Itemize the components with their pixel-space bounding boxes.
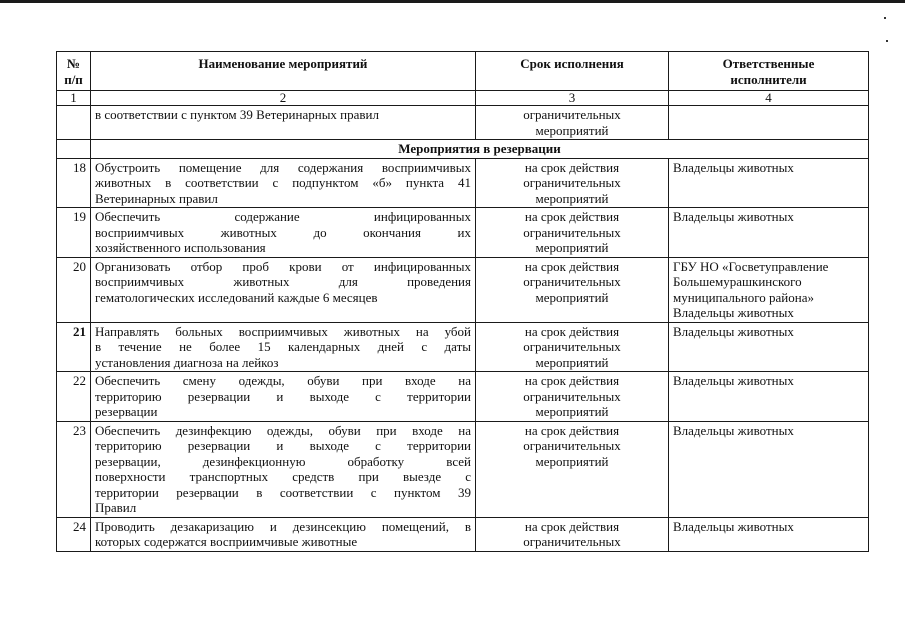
measure-name: Проводить дезакаризацию и дезинсекцию помещений, в которых содержатся восприимчивые животные [91, 517, 476, 551]
table-row [57, 322, 869, 372]
measure-responsible: Владельцы животных [669, 372, 869, 422]
scan-speck [886, 40, 888, 42]
section-row [57, 140, 869, 159]
measure-term: ограничительных мероприятий [476, 106, 669, 140]
row-number [57, 106, 91, 140]
measure-term: на срок действия ограничительных мероприятий [476, 257, 669, 322]
table-row [57, 421, 869, 517]
measure-term: на срок действия ограничительных мероприятий [476, 158, 669, 208]
measure-name: Обеспечить содержание инфицированных восприимчивых животных до окончания их хозяйственного использования [91, 208, 476, 258]
header-term: Срок исполнения [476, 52, 669, 91]
measures-table [56, 51, 869, 552]
table-header-row [57, 52, 869, 91]
table-row [57, 208, 869, 258]
measure-name: Обеспечить дезинфекцию одежды, обуви при входе на территорию резервации и выходе с территории резервации, дезинфекционную обработку всей поверхности транспортных средств при выезде с территории резервации в соответствии с пунктом 39 Правил [91, 421, 476, 517]
measure-term: на срок действия ограничительных мероприятий [476, 372, 669, 422]
measure-name: Организовать отбор проб крови от инфицированных восприимчивых животных для проведения гематологических исследований каждые 6 месяцев [91, 257, 476, 322]
table-row [57, 158, 869, 208]
row-number: 24 [57, 517, 91, 551]
row-number: 22 [57, 372, 91, 422]
column-index: 4 [669, 91, 869, 106]
top-border-line [0, 0, 905, 3]
row-number: 23 [57, 421, 91, 517]
measure-responsible [669, 106, 869, 140]
measure-responsible: Владельцы животных [669, 158, 869, 208]
column-index-row [57, 91, 869, 106]
column-index: 3 [476, 91, 669, 106]
row-number: 21 [57, 322, 91, 372]
measure-name: Направлять больных восприимчивых животных на убой в течение не более 15 календарных дней с даты установления диагноза на лейкоз [91, 322, 476, 372]
continued-row [57, 106, 869, 140]
section-title: Мероприятия в резервации [91, 140, 869, 159]
scan-speck [884, 17, 886, 19]
measure-responsible: Владельцы животных [669, 517, 869, 551]
table-row [57, 517, 869, 551]
measure-term: на срок действия ограничительных мероприятий [476, 421, 669, 517]
measure-responsible: ГБУ НО «Госветуправление Большемурашкинского муниципального района» Владельцы животных [669, 257, 869, 322]
table-row [57, 372, 869, 422]
table-row [57, 257, 869, 322]
measure-term: на срок действия ограничительных мероприятий [476, 208, 669, 258]
measure-responsible: Владельцы животных [669, 322, 869, 372]
measure-name: Обустроить помещение для содержания восприимчивых животных в соответствии с подпунктом «б» пункта 41 Ветеринарных правил [91, 158, 476, 208]
measure-responsible: Владельцы животных [669, 208, 869, 258]
column-index: 1 [57, 91, 91, 106]
measure-responsible: Владельцы животных [669, 421, 869, 517]
measure-name: в соответствии с пунктом 39 Ветеринарных правил [91, 106, 476, 140]
header-number: № п/п [57, 52, 91, 91]
measure-name: Обеспечить смену одежды, обуви при входе на территорию резервации и выходе с территории резервации [91, 372, 476, 422]
row-number: 20 [57, 257, 91, 322]
section-number-cell [57, 140, 91, 159]
header-responsible: Ответственные исполнители [669, 52, 869, 91]
header-name: Наименование мероприятий [91, 52, 476, 91]
measure-term: на срок действия ограничительных мероприятий [476, 322, 669, 372]
measure-term: на срок действия ограничительных [476, 517, 669, 551]
row-number: 19 [57, 208, 91, 258]
row-number: 18 [57, 158, 91, 208]
column-index: 2 [91, 91, 476, 106]
